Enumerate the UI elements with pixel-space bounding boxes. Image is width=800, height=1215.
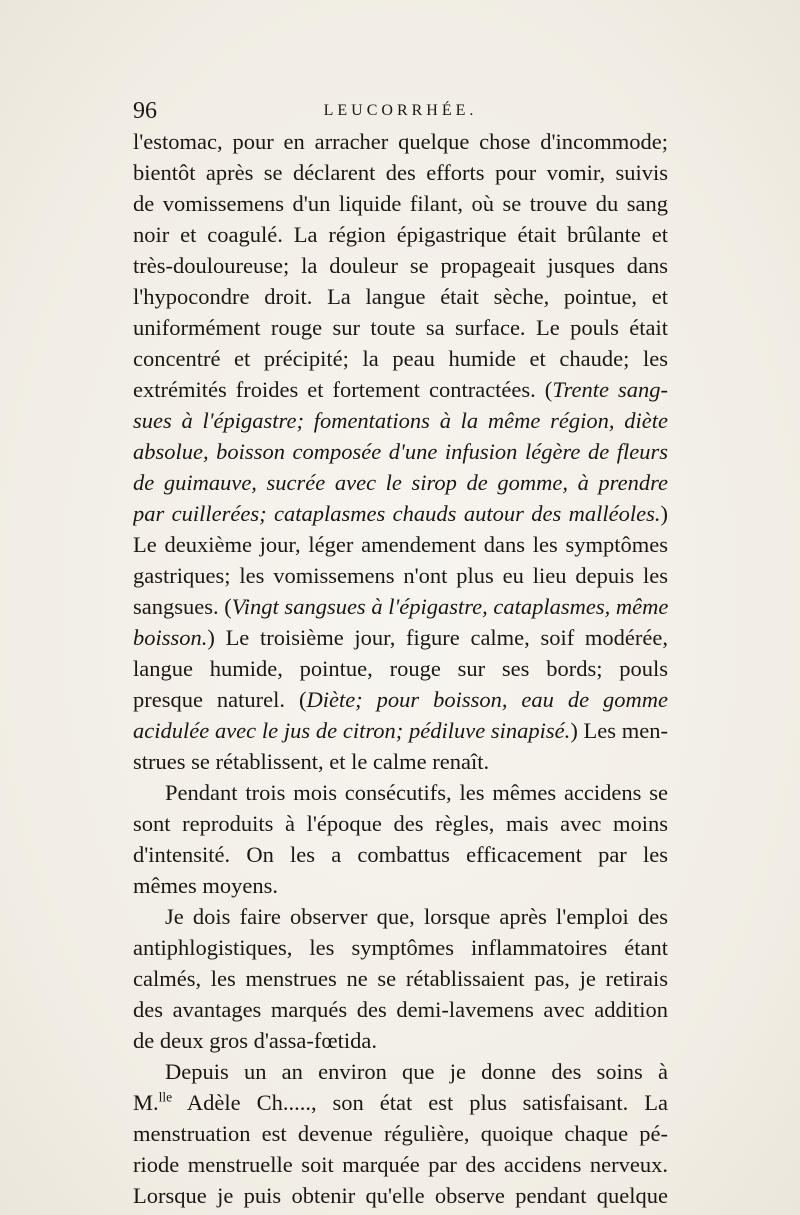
text-line: très-douloureuse; la douleur se propageait jusques dans	[133, 253, 668, 278]
page-number: 96	[133, 98, 157, 124]
text-line	[133, 591, 668, 622]
italic-segment: boisson.	[133, 625, 208, 650]
text-segment: ) Le troisième jour, figure calme, soif modérée,	[207, 625, 668, 650]
text-line: Le deuxième jour, léger amendement dans les symptômes	[133, 532, 668, 557]
text-line: bientôt après se déclarent des efforts pour vomir, suivis	[133, 160, 668, 185]
text-line: menstruation est devenue régulière, quoique chaque pé-	[133, 1121, 668, 1146]
italic-segment: Diète; pour boisson, eau de gomme	[306, 687, 668, 712]
text-line	[133, 1087, 668, 1118]
italic-segment: absolue, boisson composée d'une infusion légère de fleurs	[133, 439, 668, 464]
text-line: sont reproduits à l'époque des règles, mais avec moins	[133, 811, 668, 836]
text-line: uniformément rouge sur toute sa surface. Le pouls était	[133, 315, 668, 340]
text-line: d'intensité. On les a combattus efficacement par les	[133, 842, 668, 867]
italic-segment: acidulée avec le jus de citron; pédiluve sinapisé.	[133, 718, 571, 743]
body-text	[133, 126, 668, 1211]
text-line: Depuis un an environ que je donne des soins à	[165, 1059, 668, 1084]
text-segment: )	[660, 501, 668, 526]
text-segment: ) Les men-	[570, 718, 668, 743]
text-line: de vomissemens d'un liquide filant, où se trouve du sang	[133, 191, 668, 216]
text-line: mêmes moyens.	[133, 873, 278, 898]
text-line	[133, 622, 668, 653]
text-line: noir et coagulé. La région épigastrique était brûlante et	[133, 222, 668, 247]
text-line: strues se rétablissent, et le calme renaît.	[133, 749, 490, 774]
text-line	[133, 715, 668, 746]
italic-segment: par cuillerées; cataplasmes chauds autour des malléoles.	[133, 501, 661, 526]
italic-segment: Trente sang-	[552, 377, 668, 402]
text-segment: presque naturel. (	[133, 687, 307, 712]
text-line: l'hypocondre droit. La langue était sèche, pointue, et	[133, 284, 668, 309]
italic-segment: de guimauve, sucrée avec le sirop de gomme, à prendre	[133, 470, 668, 495]
text-line: Je dois faire observer que, lorsque après l'emploi des	[165, 904, 668, 929]
text-line: calmés, les menstrues ne se rétablissaient pas, je retirais	[133, 966, 668, 991]
text-line	[133, 498, 668, 529]
text-line: gastriques; les vomissemens n'ont plus eu lieu depuis les	[133, 563, 668, 588]
text-segment: Adèle Ch....., son état est plus satisfaisant. La	[172, 1090, 668, 1115]
text-line: Pendant trois mois consécutifs, les mêmes accidens se	[165, 780, 668, 805]
text-line	[133, 684, 668, 715]
text-segment: extrémités froides et fortement contractées. (	[133, 377, 553, 402]
italic-segment: sues à l'épigastre; fomentations à la même région, diète	[133, 408, 668, 433]
text-line	[133, 467, 668, 498]
text-line: riode menstruelle soit marquée par des accidens nerveux.	[133, 1152, 668, 1177]
text-segment: M.	[133, 1090, 159, 1115]
text-line: Lorsque je puis obtenir qu'elle observe pendant quelque	[133, 1183, 668, 1208]
text-line: des avantages marqués des demi-lavemens avec addition	[133, 997, 668, 1022]
text-line: de deux gros d'assa-fœtida.	[133, 1028, 377, 1053]
text-line: l'estomac, pour en arracher quelque chose d'incommode;	[133, 129, 668, 154]
text-line: concentré et précipité; la peau humide et chaude; les	[133, 346, 668, 371]
page-header	[133, 96, 668, 126]
text-line	[133, 374, 668, 405]
text-line: antiphlogistiques, les symptômes inflammatoires étant	[133, 935, 668, 960]
text-segment: sangsues. (	[133, 594, 232, 619]
text-line: langue humide, pointue, rouge sur ses bords; pouls	[133, 656, 668, 681]
running-title: LEUCORRHÉE.	[323, 102, 478, 119]
superscript-segment: lle	[158, 1089, 173, 1105]
text-line	[133, 436, 668, 467]
text-line	[133, 405, 668, 436]
italic-segment: Vingt sangsues à l'épigastre, cataplasmes, même	[231, 594, 668, 619]
